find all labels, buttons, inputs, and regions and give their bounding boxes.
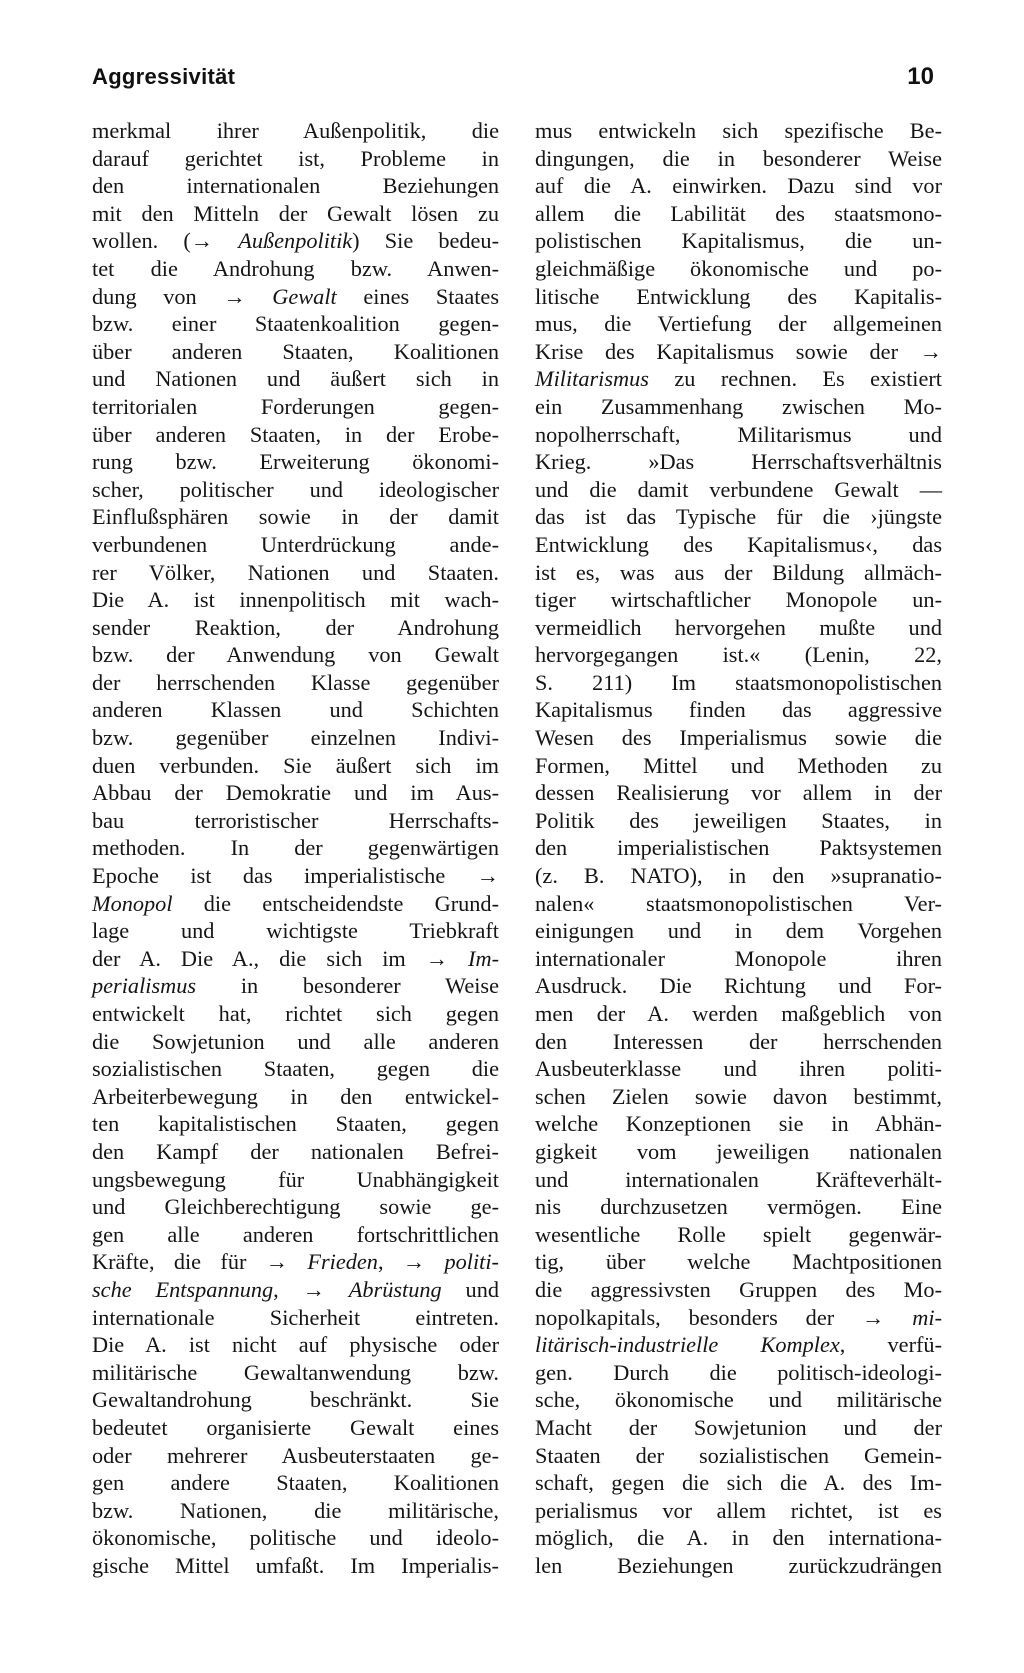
text-line: nis durchzusetzen vermögen. Eine [535,1194,942,1220]
text-line: bzw. Nationen, die militärische, [92,1497,499,1523]
text-column-right [535,117,942,1579]
text-line: über anderen Staaten, in der Erobe- [92,421,499,447]
text-line: gen. Durch die politisch-ideologi- [535,1359,942,1385]
text-line: Abbau der Demokratie und im Aus- [92,780,499,806]
text-line: ökonomische, politische und ideolo- [92,1525,499,1551]
text-line: litische Entwicklung des Kapitalis- [535,283,942,309]
text-line: und internationalen Kräfteverhält- [535,1166,942,1192]
text-line: territorialen Forderungen gegen- [92,393,499,419]
text-column-left [92,117,499,1579]
text-line: und die damit verbundene Gewalt — [535,476,942,502]
text-line: internationale Sicherheit eintreten. [92,1304,499,1330]
text-line: den Interessen der herrschenden [535,1028,942,1054]
text-line: schaft, gegen die sich die A. des Im- [535,1470,942,1496]
text-line: Entwicklung des Kapitalismus‹, das [535,531,942,557]
text-line: einigungen und in dem Vorgehen [535,918,942,944]
text-line: Krise des Kapitalismus sowie der → [535,338,942,364]
text-line: ungsbewegung für Unabhängigkeit [92,1166,499,1192]
text-line: Politik des jeweiligen Staates, in [535,807,942,833]
page-number: 10 [907,63,934,90]
text-line: verbundenen Unterdrückung ande- [92,531,499,557]
text-line: ist es, was aus der Bildung allmäch- [535,559,942,585]
text-line: lage und wichtigste Triebkraft [92,918,499,944]
text-line: den Kampf der nationalen Befrei- [92,1138,499,1164]
text-line: len Beziehungen zurückzudrängen [535,1552,942,1578]
text-line: S. 211) Im staatsmonopolistischen [535,669,942,695]
text-line: ten kapitalistischen Staaten, gegen [92,1111,499,1137]
text-line: die Sowjetunion und alle anderen [92,1028,499,1054]
text-line: welche Konzeptionen sie in Abhän- [535,1111,942,1137]
text-line: Formen, Mittel und Methoden zu [535,752,942,778]
text-line: bau terroristischer Herrschafts- [92,807,499,833]
text-line: über anderen Staaten, Koalitionen [92,338,499,364]
text-line: vermeidlich hervorgehen mußte und [535,614,942,640]
text-line: bedeutet organisierte Gewalt eines [92,1414,499,1440]
text-line: Die A. ist innenpolitisch mit wach- [92,587,499,613]
text-line: der A. Die A., die sich im → Im- [92,945,499,971]
text-line: schen Zielen sowie davon bestimmt, [535,1083,942,1109]
text-line: gen alle anderen fortschrittlichen [92,1221,499,1247]
text-line: gleichmäßige ökonomische und po- [535,255,942,281]
text-line: gische Mittel umfaßt. Im Imperialis- [92,1552,499,1578]
text-line: entwickelt hat, richtet sich gegen [92,1001,499,1026]
text-line: Kräfte, die für → Frieden, → politi- [92,1249,499,1275]
text-line: Ausdruck. Die Richtung und For- [535,973,942,999]
text-line: sozialistischen Staaten, gegen die [92,1056,499,1082]
text-line: dung von → Gewalt eines Staates [92,283,499,309]
text-line: und Gleichberechtigung sowie ge- [92,1194,499,1220]
text-line: nopolherrschaft, Militarismus und [535,421,942,447]
text-line: die aggressivsten Gruppen des Mo- [535,1276,942,1302]
text-line: men der A. werden maßgeblich von [535,1001,942,1026]
text-line: sche Entspannung, → Abrüstung und [92,1276,499,1302]
text-line: Monopol die entscheidendste Grund- [92,890,499,916]
text-line: möglich, die A. in den internationa- [535,1525,942,1551]
text-line: gigkeit vom jeweiligen nationalen [535,1138,942,1164]
text-line: Epoche ist das imperialistische → [92,863,499,889]
text-line: wesentliche Rolle spielt gegenwär- [535,1221,942,1247]
text-line: hervorgegangen ist.« (Lenin, 22, [535,642,942,668]
text-line: bzw. einer Staatenkoalition gegen- [92,311,499,337]
text-line: oder mehrerer Ausbeuterstaaten ge- [92,1442,499,1468]
text-line: nopolkapitals, besonders der → mi- [535,1304,942,1330]
text-line: perialismus in besonderer Weise [92,973,499,999]
text-line: das ist das Typische für die ›jüngste [535,504,942,530]
text-line: methoden. In der gegenwärtigen [92,835,499,861]
text-line: sender Reaktion, der Androhung [92,614,499,640]
running-head-title: Aggressivität [92,64,236,89]
text-line: tiger wirtschaftlicher Monopole un- [535,587,942,613]
text-line: wollen. (→ Außenpolitik) Sie bedeu- [92,228,499,254]
text-line: nalen« staatsmonopolistischen Ver- [535,890,942,916]
text-line: Arbeiterbewegung in den entwickel- [92,1083,499,1109]
text-line: der herrschenden Klasse gegenüber [92,669,499,695]
text-line: internationaler Monopole ihren [535,945,942,971]
text-line: (z. B. NATO), in den »supranatio- [535,863,942,889]
text-line: Militarismus zu rechnen. Es existiert [535,366,942,392]
text-line: mus entwickeln sich spezifische Be- [535,118,942,143]
text-line: Macht der Sowjetunion und der [535,1414,942,1440]
text-line: allem die Labilität des staatsmono- [535,200,942,226]
text-line: Ausbeuterklasse und ihren politi- [535,1056,942,1082]
text-line: rer Völker, Nationen und Staaten. [92,559,499,585]
text-line: duen verbunden. Sie äußert sich im [92,752,499,778]
text-line: Wesen des Imperialismus sowie die [535,725,942,751]
text-line: gen andere Staaten, Koalitionen [92,1470,499,1496]
text-line: Krieg. »Das Herrschaftsverhältnis [535,449,942,475]
text-line: Staaten der sozialistischen Gemein- [535,1442,942,1468]
text-line: scher, politischer und ideologischer [92,476,499,502]
text-line: Die A. ist nicht auf physische oder [92,1332,499,1358]
text-line: sche, ökonomische und militärische [535,1387,942,1413]
text-line: litärisch-industrielle Komplex, verfü- [535,1332,942,1358]
text-line: Gewaltandrohung beschränkt. Sie [92,1387,499,1413]
text-line: anderen Klassen und Schichten [92,697,499,723]
text-line: tig, über welche Machtpositionen [535,1249,942,1275]
text-line: tet die Androhung bzw. Anwen- [92,255,499,281]
text-line: den imperialistischen Paktsystemen [535,835,942,861]
text-line: den internationalen Beziehungen [92,173,499,199]
text-line: militärische Gewaltanwendung bzw. [92,1359,499,1385]
text-line: bzw. gegenüber einzelnen Indivi- [92,725,499,751]
text-line: perialismus vor allem richtet, ist es [535,1497,942,1523]
text-line: und Nationen und äußert sich in [92,366,499,392]
text-line: dingungen, die in besonderer Weise [535,145,942,171]
text-line: rung bzw. Erweiterung ökonomi- [92,449,499,475]
text-line: mit den Mitteln der Gewalt lösen zu [92,200,499,226]
text-line: auf die A. einwirken. Dazu sind vor [535,173,942,199]
text-line: Einflußsphären sowie in der damit [92,504,499,530]
text-line: merkmal ihrer Außenpolitik, die [92,118,499,143]
text-line: dessen Realisierung vor allem in der [535,780,942,806]
text-line: mus, die Vertiefung der allgemeinen [535,311,942,337]
text-line: Kapitalismus finden das aggressive [535,697,942,723]
text-line: bzw. der Anwendung von Gewalt [92,642,499,668]
text-line: polistischen Kapitalismus, die un- [535,228,942,254]
text-line: ein Zusammenhang zwischen Mo- [535,393,942,419]
text-line: darauf gerichtet ist, Probleme in [92,145,499,171]
